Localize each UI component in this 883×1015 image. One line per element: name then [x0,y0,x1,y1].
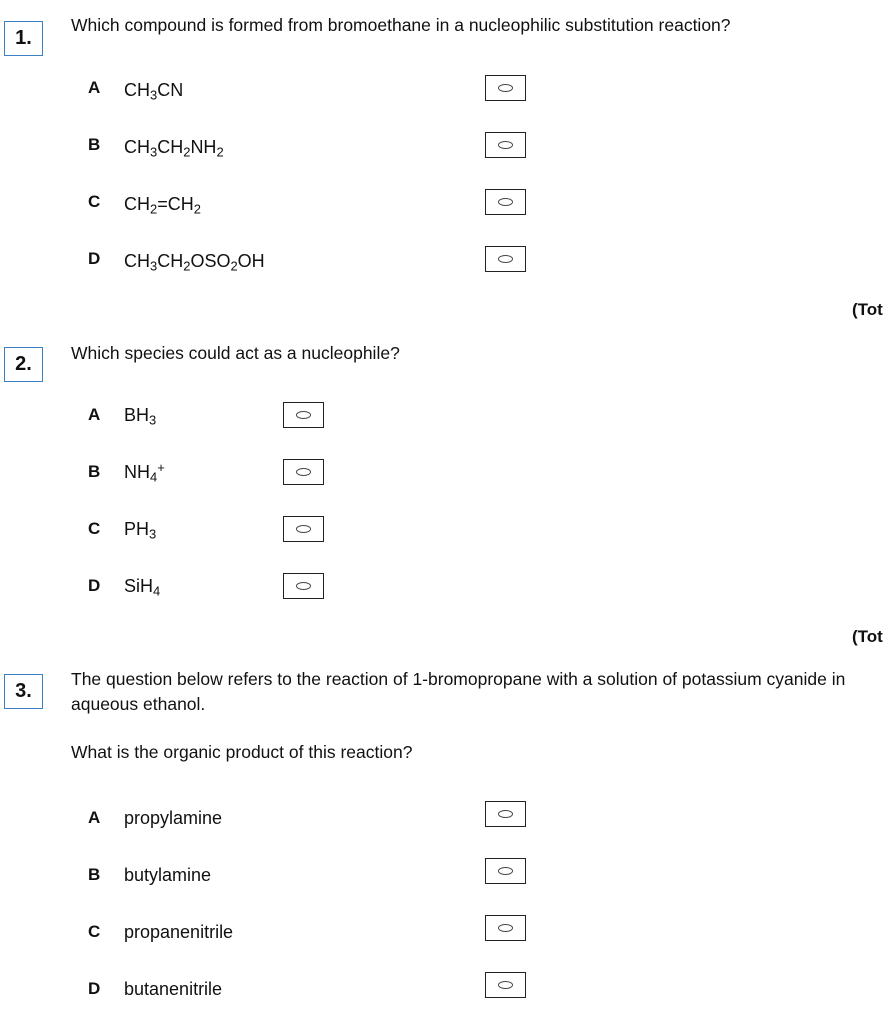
q2-option-c-text: $PH_3$ [124,519,157,542]
q1-option-d-text: $CH_3CH_2OSO_2OH$ [124,251,265,274]
q2-option-a-text: $BH_3$ [124,405,157,428]
oval-icon [296,582,311,590]
q2-option-a-letter: A [88,405,101,424]
q2-option-d-answer-box[interactable] [283,573,324,599]
oval-icon [498,255,513,263]
q1-option-b-letter: B [88,135,101,154]
oval-icon [498,924,513,932]
oval-icon [498,867,513,875]
question-2-text: Which species could act as a nucleophile? [71,343,400,363]
q1-option-a-letter: A [88,78,101,97]
oval-icon [296,411,311,419]
question-2-total-label: (Tot [852,627,883,646]
q3-option-a-text: propylamine [124,808,223,828]
q1-option-d-answer-box[interactable] [485,246,526,272]
q1-option-a-answer-box[interactable] [485,75,526,101]
question-3-text: The question below refers to the reaction of 1-bromopropane with a solution of potassium cyanide in aqueous ethanol. [71,669,846,714]
oval-icon [296,525,311,533]
q1-option-c-letter: C [88,192,101,211]
q1-option-c-text: $CH_2=CH_2$ [124,194,201,217]
oval-icon [498,981,513,989]
oval-icon [296,468,311,476]
q1-option-c-answer-box[interactable] [485,189,526,215]
oval-icon [498,141,513,149]
q3-option-d-letter: D [88,979,101,998]
q3-option-d-text: butanenitrile [124,979,223,999]
q3-option-c-letter: C [88,922,101,941]
question-2-number: 2. [4,347,43,382]
q1-option-a-text: $CH_3CN$ [124,80,184,103]
q3-option-b-letter: B [88,865,101,884]
q2-option-c-answer-box[interactable] [283,516,324,542]
q2-option-a-answer-box[interactable] [283,402,324,428]
q3-option-a-letter: A [88,808,101,827]
q2-option-d-text: SiH$_4$ [124,576,161,599]
q3-option-c-answer-box[interactable] [485,915,526,941]
question-1-total-label: (Tot [852,300,883,319]
q2-option-c-letter: C [88,519,101,538]
q1-option-b-text: $CH_3CH_2NH_2$ [124,137,224,160]
q3-option-a-answer-box[interactable] [485,801,526,827]
q3-option-b-answer-box[interactable] [485,858,526,884]
oval-icon [498,810,513,818]
q3-option-c-text: propanenitrile [124,922,234,942]
oval-icon [498,84,513,92]
question-1-text: Which compound is formed from bromoethane in a nucleophilic substitution reaction? [71,15,731,35]
q1-option-b-answer-box[interactable] [485,132,526,158]
q3-option-d-answer-box[interactable] [485,972,526,998]
question-3-subtext: What is the organic product of this reaction? [71,742,413,762]
q3-option-b-text: butylamine [124,865,212,885]
q2-option-b-letter: B [88,462,101,481]
question-1-number: 1. [4,21,43,56]
oval-icon [498,198,513,206]
question-3-number: 3. [4,674,43,709]
q1-option-d-letter: D [88,249,101,268]
q2-option-d-letter: D [88,576,101,595]
q2-option-b-text: $NH_4^+$ [124,460,165,485]
q2-option-b-answer-box[interactable] [283,459,324,485]
